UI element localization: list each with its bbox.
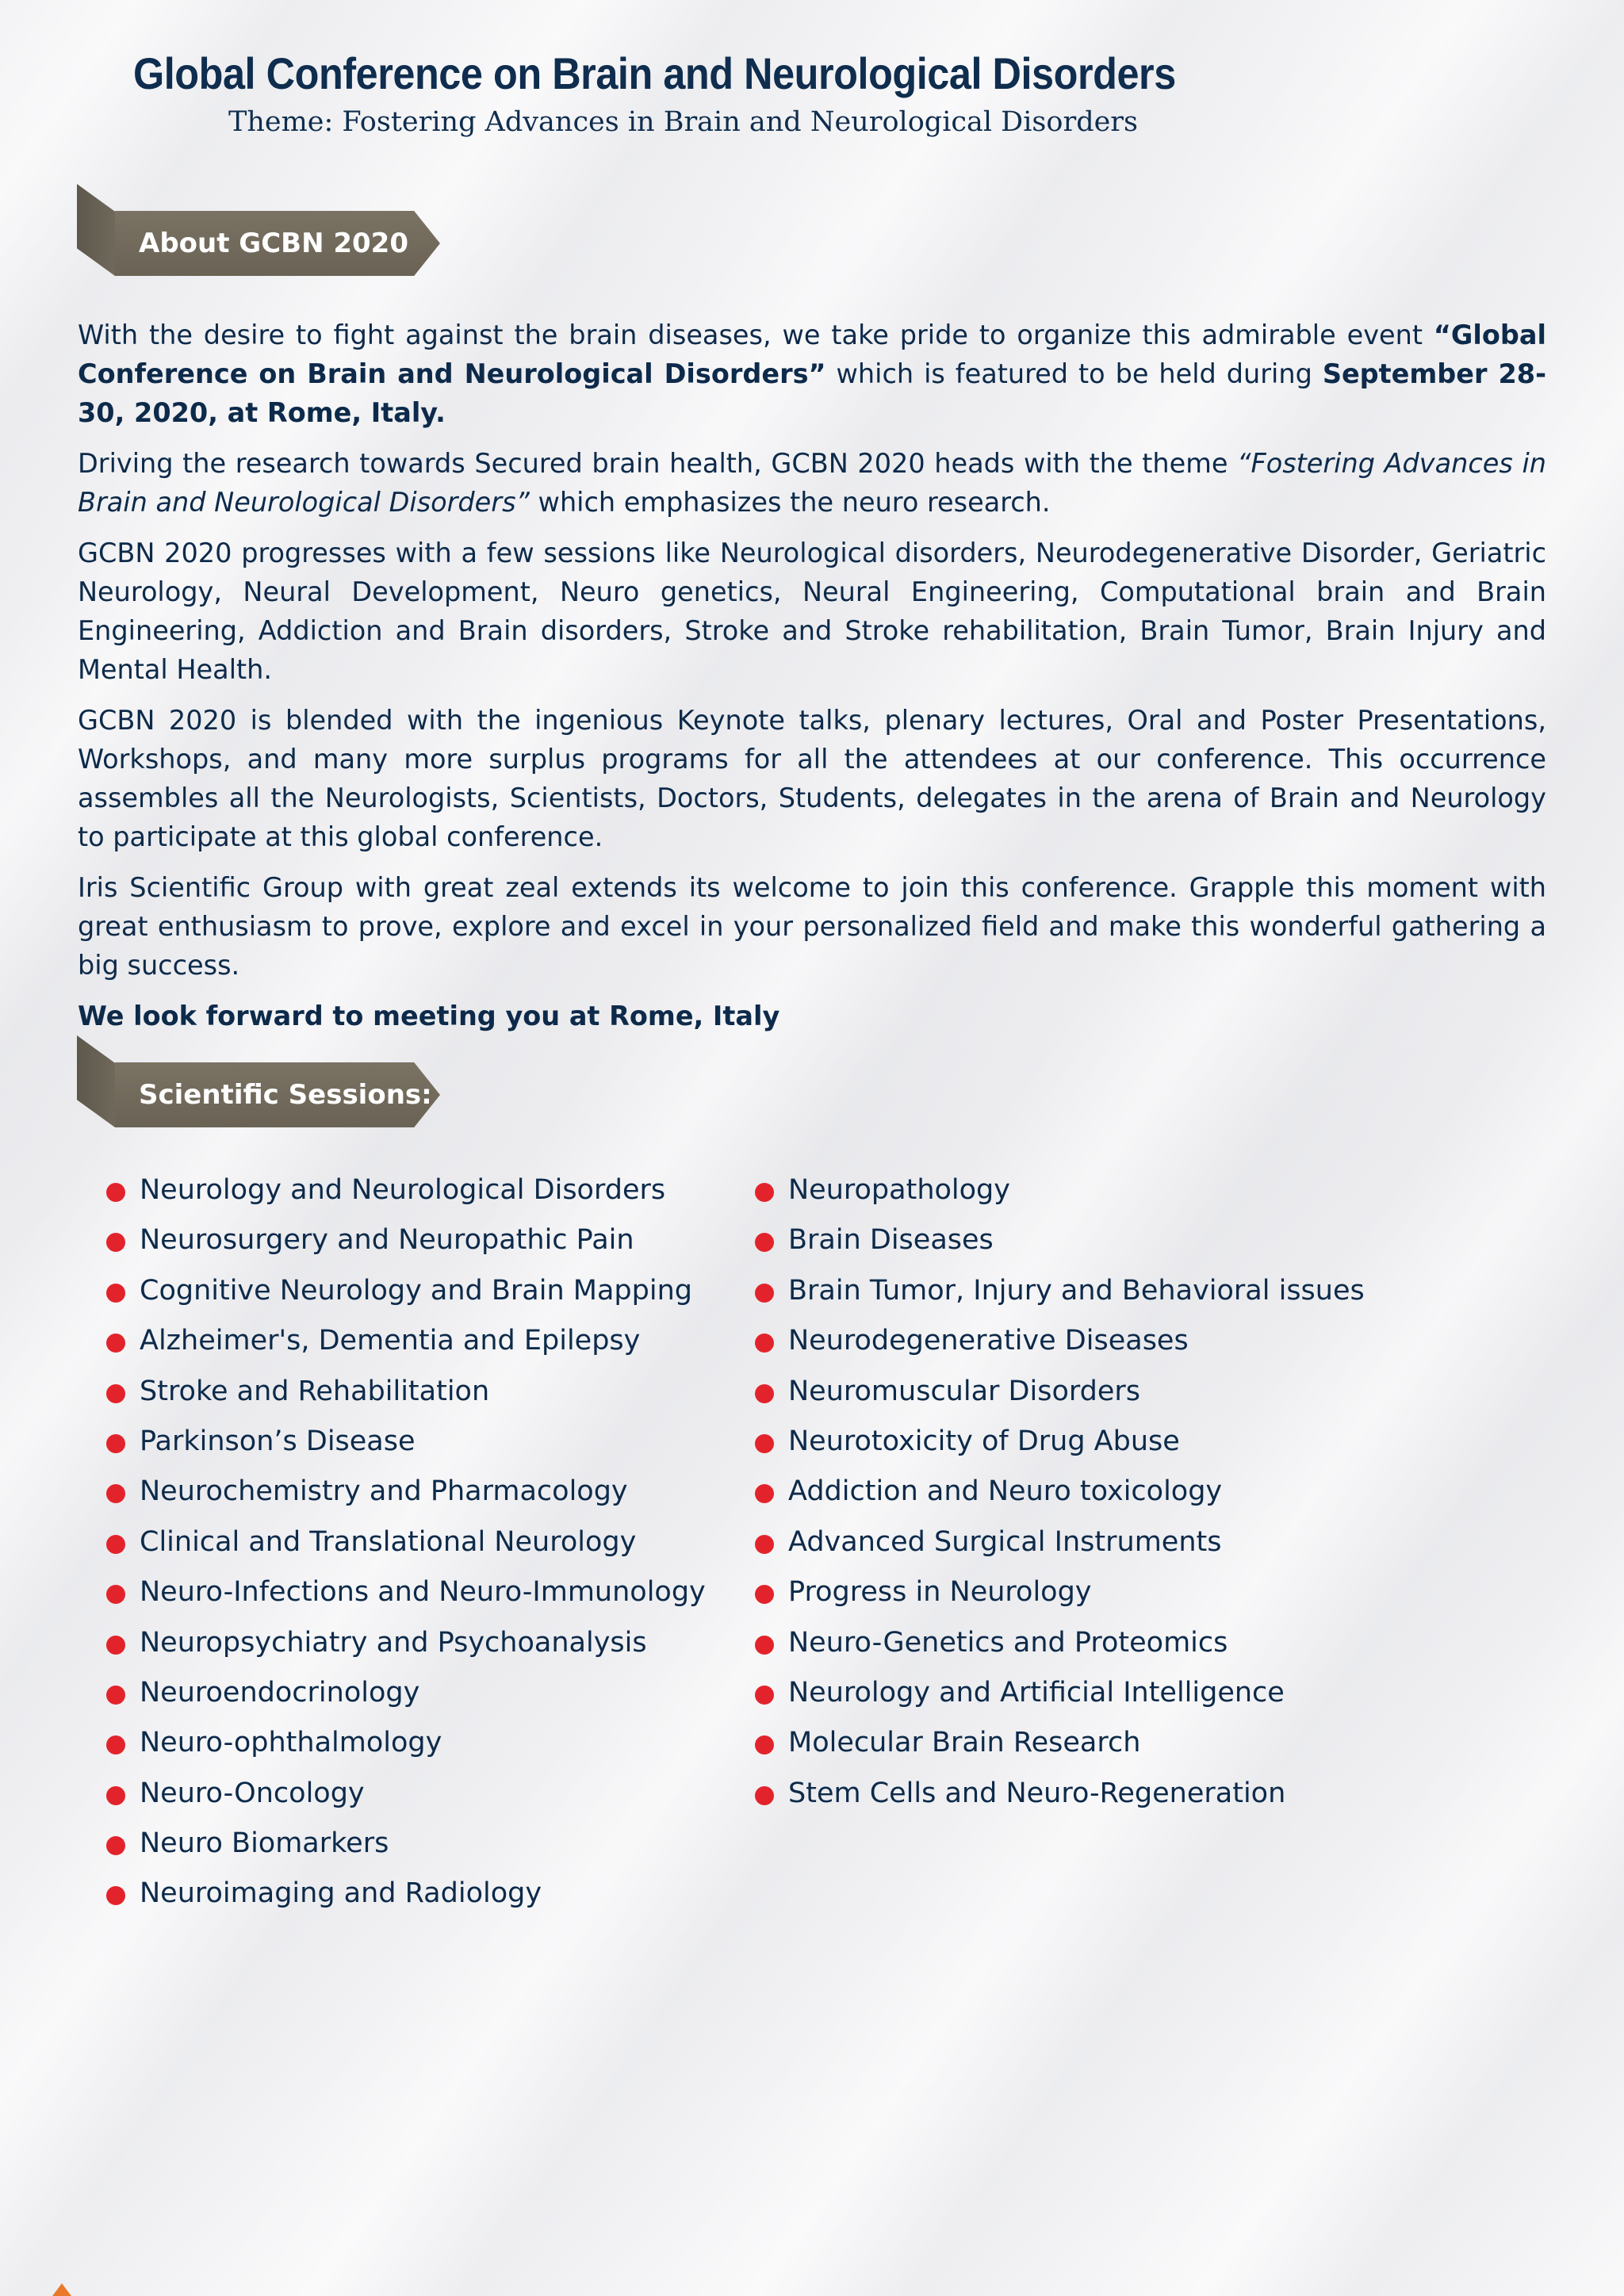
session-label: Clinical and Translational Neurology	[140, 1525, 637, 1558]
bullet-dot-icon	[106, 1735, 125, 1755]
conference-date-bold: September 28-30, 2020, at Rome, Italy.	[78, 358, 1546, 428]
session-label: Neuro-Oncology	[140, 1777, 365, 1809]
about-section	[78, 316, 1546, 1047]
sessions-heading: Scientific Sessions:	[139, 1079, 432, 1111]
session-label: Neuroimaging and Radiology	[140, 1877, 542, 1910]
session-label: Addiction and Neuro toxicology	[788, 1475, 1223, 1508]
session-item	[750, 1165, 1543, 1215]
about-text-span: which is featured to be held during	[825, 358, 1323, 389]
bullet-dot-icon	[106, 1686, 125, 1705]
session-item	[750, 1215, 1543, 1265]
bullet-dot-icon	[106, 1585, 125, 1604]
bullet-dot-icon	[106, 1334, 125, 1353]
bullet-dot-icon	[106, 1886, 125, 1905]
session-item	[102, 1165, 720, 1215]
bullet-dot-icon	[106, 1535, 125, 1554]
bullet-dot-icon	[755, 1334, 774, 1353]
session-label: Neurology and Neurological Disorders	[140, 1174, 666, 1206]
page-subtitle: Theme: Fostering Advances in Brain and Neurological Disorders	[228, 106, 1139, 138]
session-item	[102, 1668, 720, 1718]
session-label: Brain Tumor, Injury and Behavioral issues	[788, 1274, 1365, 1307]
about-heading: About GCBN 2020	[139, 228, 408, 259]
session-item	[102, 1266, 720, 1316]
session-item	[102, 1215, 720, 1265]
bullet-dot-icon	[755, 1535, 774, 1554]
bullet-dot-icon	[755, 1686, 774, 1705]
session-label: Neuro-Genetics and Proteomics	[788, 1626, 1228, 1659]
corner-logo-mark	[52, 2283, 71, 2296]
session-label: Neuroendocrinology	[140, 1676, 420, 1709]
session-item	[750, 1567, 1543, 1617]
session-label: Progress in Neurology	[788, 1576, 1092, 1609]
session-label: Alzheimer's, Dementia and Epilepsy	[140, 1325, 641, 1357]
session-item	[102, 1618, 720, 1668]
session-label: Neuro-Infections and Neuro-Immunology	[140, 1576, 706, 1609]
session-item	[750, 1668, 1543, 1718]
bullet-dot-icon	[106, 1786, 125, 1805]
session-item	[750, 1769, 1543, 1819]
session-item	[102, 1819, 720, 1869]
bullet-dot-icon	[755, 1434, 774, 1453]
about-paragraph-3: GCBN 2020 progresses with a few sessions like Neurological disorders, Neurodegenerative Disorder, Geriatric Neurology, Neural Development, Neuro genetics, Neural Engineering, Computational brain and Brain Engineering, Addiction and Brain disorders, Stroke and Stroke rehabilitation, Brain Tumor, Brain Injury and Mental Health.	[78, 538, 1546, 685]
bullet-dot-icon	[755, 1384, 774, 1403]
session-item	[750, 1618, 1543, 1668]
bullet-dot-icon	[106, 1484, 125, 1503]
bullet-dot-icon	[755, 1636, 774, 1655]
session-label: Stem Cells and Neuro-Regeneration	[788, 1777, 1286, 1809]
bullet-dot-icon	[106, 1284, 125, 1303]
banner-fold	[77, 184, 115, 276]
session-label: Stroke and Rehabilitation	[140, 1375, 490, 1407]
session-label: Parkinson’s Disease	[140, 1425, 416, 1457]
session-item	[102, 1367, 720, 1417]
bullet-dot-icon	[755, 1484, 774, 1503]
session-item	[102, 1769, 720, 1819]
bullet-dot-icon	[755, 1735, 774, 1755]
session-label: Cognitive Neurology and Brain Mapping	[140, 1274, 692, 1307]
session-item	[750, 1367, 1543, 1417]
session-item	[102, 1869, 720, 1919]
about-paragraph-2	[78, 444, 1546, 522]
bullet-dot-icon	[106, 1636, 125, 1655]
theme-italic: “Fostering Advances in Brain and Neurological Disorders”	[78, 448, 1547, 518]
session-item	[750, 1417, 1543, 1467]
session-label: Neuropsychiatry and Psychoanalysis	[140, 1626, 647, 1659]
session-item	[750, 1517, 1543, 1567]
session-label: Neurology and Artificial Intelligence	[788, 1676, 1285, 1709]
about-banner	[77, 184, 450, 287]
session-label: Molecular Brain Research	[788, 1727, 1141, 1759]
session-label: Neuro Biomarkers	[140, 1827, 389, 1860]
bullet-dot-icon	[755, 1233, 774, 1252]
session-item	[102, 1467, 720, 1517]
session-label: Neuro-ophthalmology	[140, 1727, 442, 1759]
sessions-list-left	[102, 1165, 720, 1919]
sessions-list-right	[750, 1165, 1543, 1819]
about-paragraph-1	[78, 316, 1546, 432]
session-label: Neurosurgery and Neuropathic Pain	[140, 1224, 634, 1257]
session-item	[750, 1718, 1543, 1768]
about-paragraph-5: Iris Scientific Group with great zeal extends its welcome to join this conference. Grapple this moment with great enthusiasm to prove, explore and excel in your personalized field and make this wonderful gathering a big success.	[78, 872, 1546, 981]
session-item	[102, 1417, 720, 1467]
bullet-dot-icon	[755, 1183, 774, 1202]
bullet-dot-icon	[755, 1585, 774, 1604]
bullet-dot-icon	[106, 1836, 125, 1855]
session-label: Neuropathology	[788, 1174, 1010, 1206]
session-label: Neurodegenerative Diseases	[788, 1325, 1189, 1357]
bullet-dot-icon	[106, 1233, 125, 1252]
banner-fold	[77, 1035, 115, 1127]
bullet-dot-icon	[106, 1183, 125, 1202]
session-item	[750, 1467, 1543, 1517]
session-item	[102, 1567, 720, 1617]
bullet-dot-icon	[755, 1786, 774, 1805]
session-item	[102, 1718, 720, 1768]
about-text-span: Driving the research towards Secured brain health, GCBN 2020 heads with the theme	[78, 448, 1238, 479]
bullet-dot-icon	[106, 1434, 125, 1453]
session-item	[750, 1266, 1543, 1316]
session-label: Neuromuscular Disorders	[788, 1375, 1141, 1407]
session-label: Neurochemistry and Pharmacology	[140, 1475, 628, 1508]
about-text-span: With the desire to fight against the brain diseases, we take pride to organize this admirable event	[78, 320, 1434, 350]
bullet-dot-icon	[106, 1384, 125, 1403]
page-title: Global Conference on Brain and Neurological Disorders	[133, 48, 1176, 98]
sessions-banner	[77, 1035, 450, 1138]
about-text-span: which emphasizes the neuro research.	[529, 487, 1051, 518]
session-label: Brain Diseases	[788, 1224, 994, 1257]
bullet-dot-icon	[755, 1284, 774, 1303]
about-paragraph-4: GCBN 2020 is blended with the ingenious Keynote talks, plenary lectures, Oral and Poster Presentations, Workshops, and many more surplus programs for all the attendees at our conference. This occurrence assembles all the Neurologists, Scientists, Doctors, Students, delegates in the arena of Brain and Neurology to participate at this global conference.	[78, 705, 1546, 852]
session-label: Neurotoxicity of Drug Abuse	[788, 1425, 1180, 1457]
session-item	[102, 1316, 720, 1366]
closing-line: We look forward to meeting you at Rome, Italy	[78, 1001, 780, 1031]
session-item	[102, 1517, 720, 1567]
session-label: Advanced Surgical Instruments	[788, 1525, 1222, 1558]
session-item	[750, 1316, 1543, 1366]
conference-name-bold: “Global Conference on Brain and Neurological Disorders”	[78, 320, 1546, 389]
